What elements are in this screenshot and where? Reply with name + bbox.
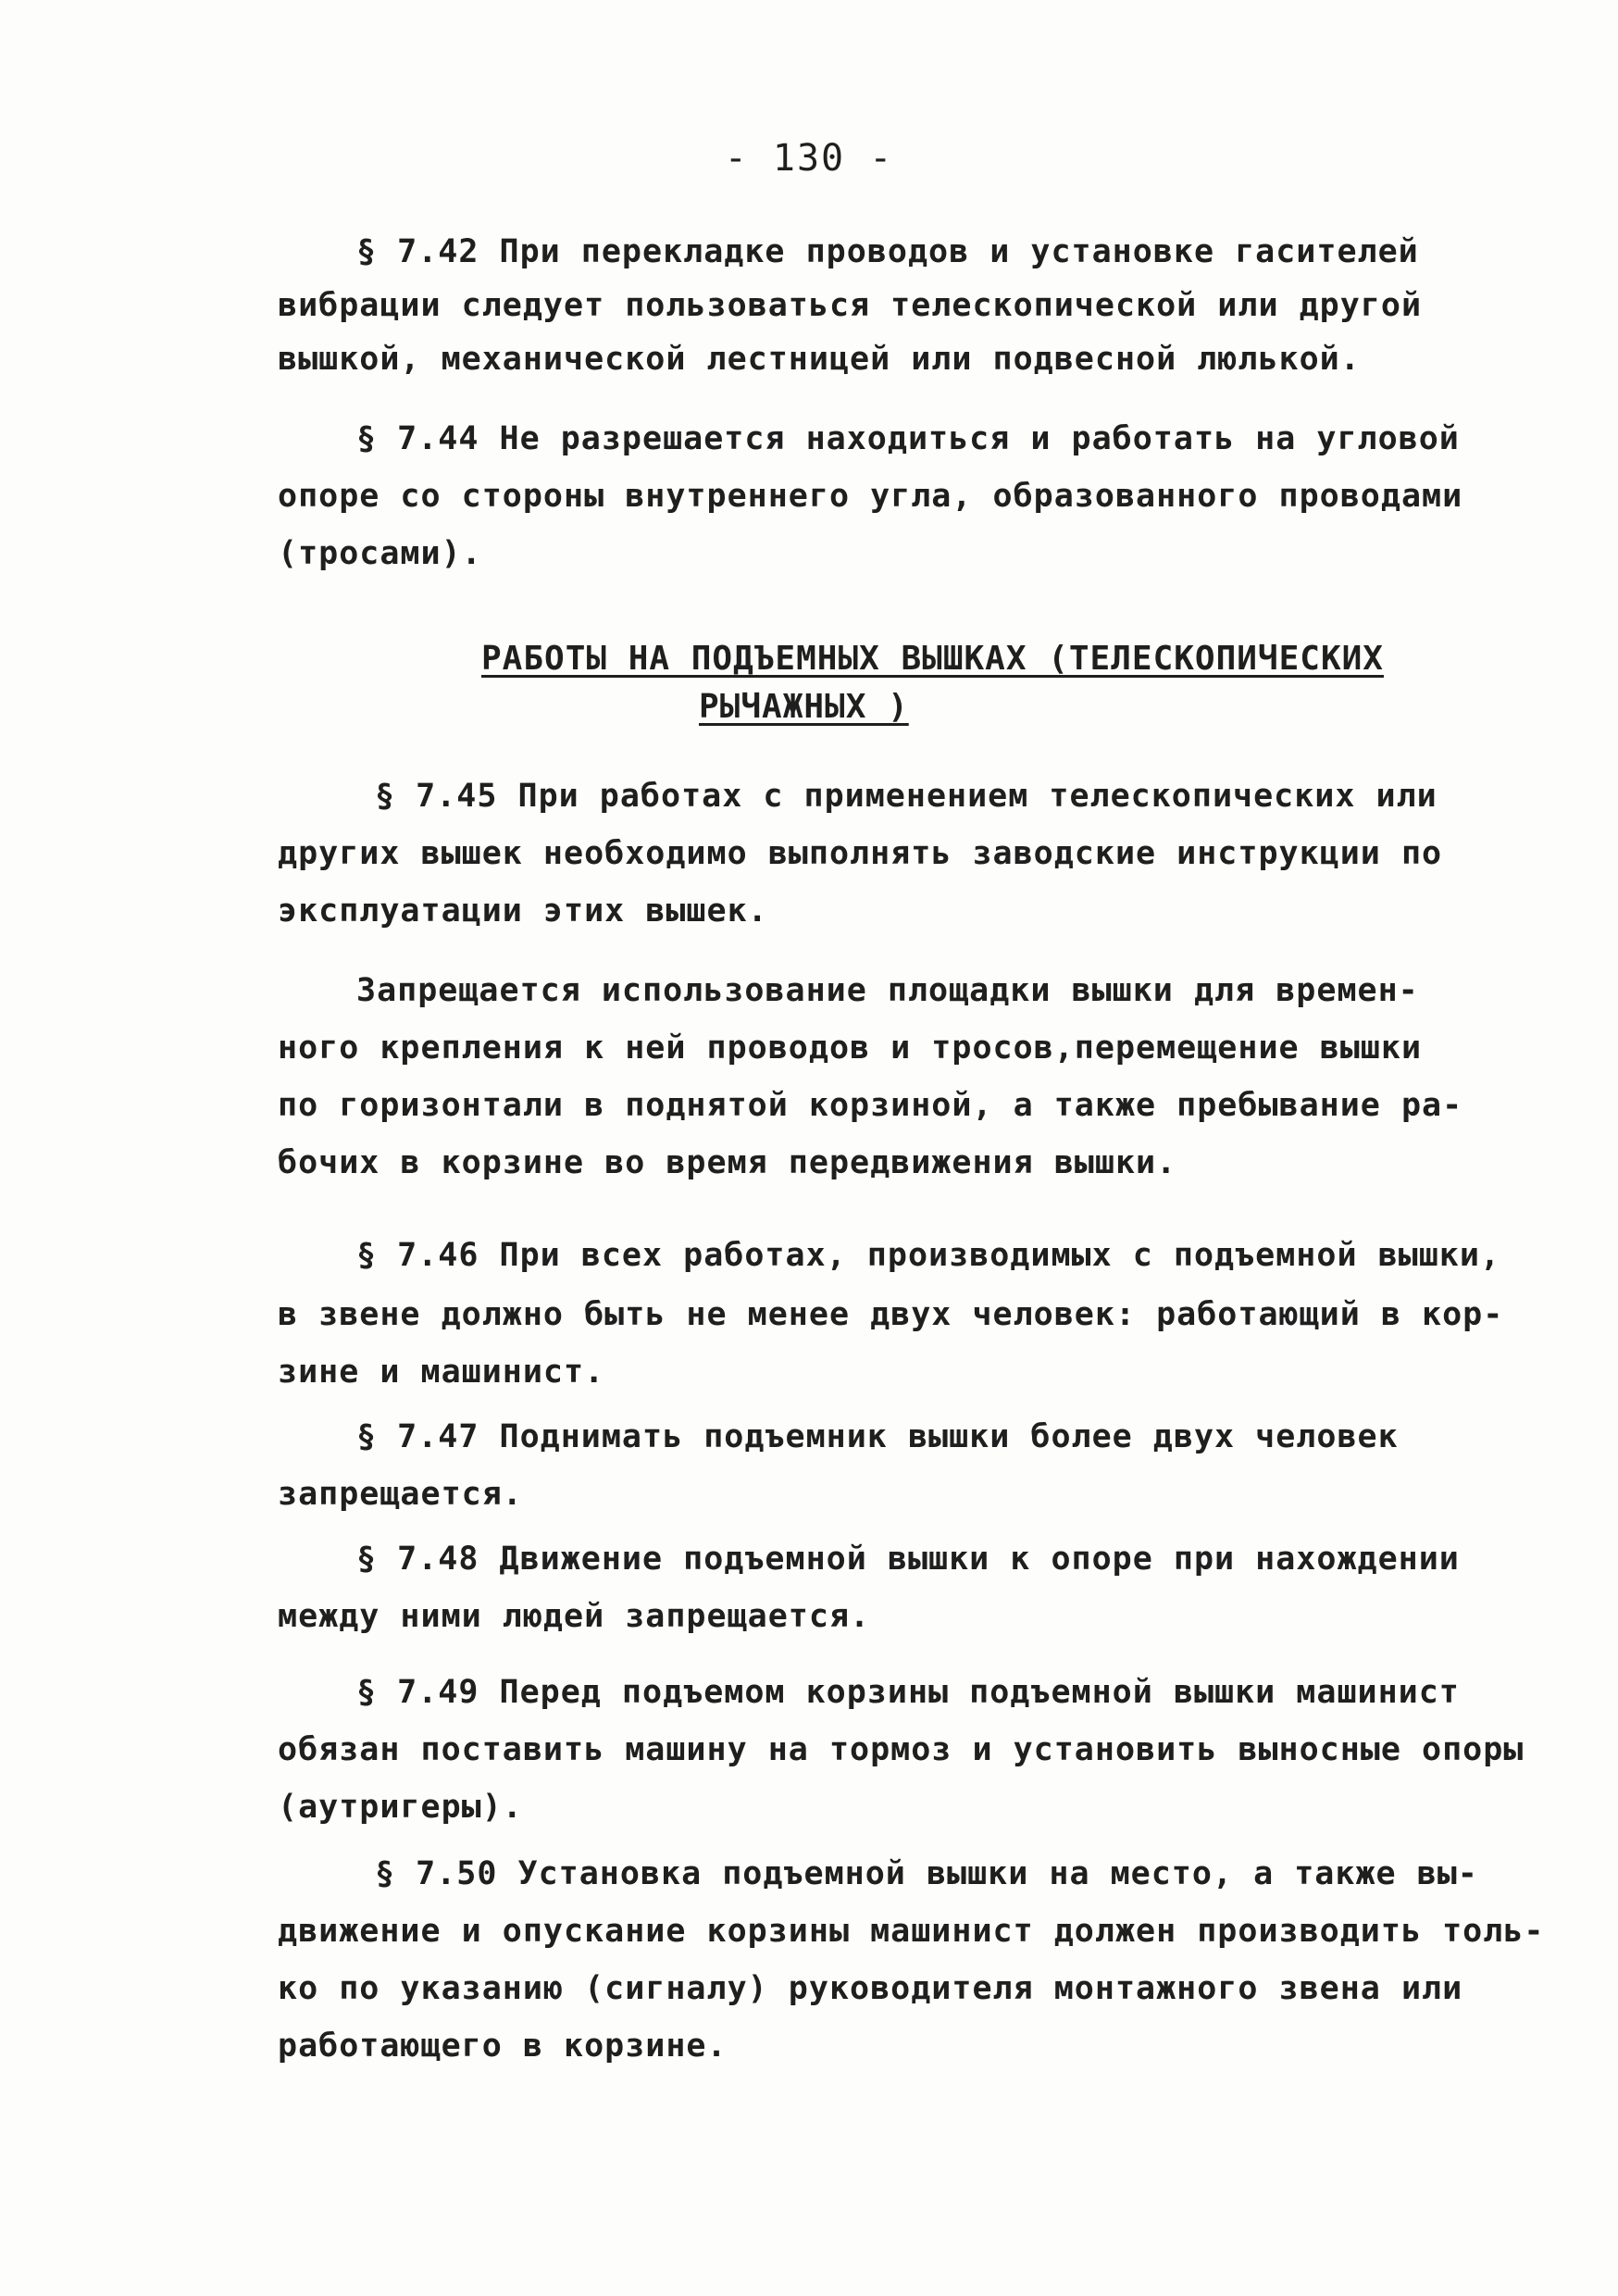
paragraph-7-45-line-2: других вышек необходимо выполнять заводские инструкции по [278, 835, 1443, 872]
paragraph-7-45-line-1: § 7.45 При работах с применением телескопических или [375, 778, 1438, 815]
paragraph-7-47-line-2: запрещается. [278, 1476, 523, 1513]
paragraph-7-48-line-1: § 7.48 Движение подъемной вышки к опоре при нахождении [356, 1541, 1460, 1578]
paragraph-7-45-line-3: эксплуатации этих вышек. [278, 892, 768, 930]
paragraph-7-47-line-1: § 7.47 Поднимать подъемник вышки более двух человек [356, 1418, 1399, 1455]
paragraph-7-44-line-1: § 7.44 Не разрешается находиться и работать на угловой [356, 420, 1460, 457]
paragraph-7-49-line-2: обязан поставить машину на тормоз и установить выносные опоры [278, 1731, 1525, 1768]
paragraph-7-50-line-4: работающего в корзине. [278, 2028, 728, 2065]
section-heading-line-2: РЫЧАЖНЫХ ) [699, 688, 909, 726]
paragraph-7-49-line-1: § 7.49 Перед подъемом корзины подъемной вышки машинист [356, 1674, 1460, 1711]
paragraph-7-46-line-1: § 7.46 При всех работах, производимых с подъемной вышки, [356, 1237, 1501, 1274]
paragraph-7-42-line-2: вибрации следует пользоваться телескопической или другой [278, 287, 1423, 324]
paragraph-7-42-line-3: вышкой, механической лестницей или подвесной люлькой. [278, 341, 1361, 378]
page-number: - 130 - [724, 137, 894, 180]
paragraph-7-50-line-3: ко по указанию (сигналу) руководителя монтажного звена или [278, 1970, 1463, 2007]
paragraph-7-45b-line-1: Запрещается использование площадки вышки для времен- [356, 972, 1419, 1009]
paragraph-7-50-line-2: движение и опускание корзины машинист должен производить толь- [278, 1913, 1545, 1950]
section-heading-line-1: РАБОТЫ НА ПОДЪЕМНЫХ ВЫШКАХ (ТЕЛЕСКОПИЧЕСКИХ [481, 640, 1384, 678]
paragraph-7-42-line-1: § 7.42 При перекладке проводов и установке гасителей [356, 233, 1419, 270]
paragraph-7-48-line-2: между ними людей запрещается. [278, 1598, 871, 1635]
paragraph-7-46-line-3: зине и машинист. [278, 1354, 605, 1391]
paragraph-7-44-line-2: опоре со стороны внутреннего угла, образованного проводами [278, 478, 1463, 515]
paragraph-7-44-line-3: (тросами). [278, 535, 482, 572]
paragraph-7-49-line-3: (аутригеры). [278, 1789, 523, 1826]
paragraph-7-45b-line-2: ного крепления к ней проводов и тросов,перемещение вышки [278, 1029, 1423, 1067]
paragraph-7-45b-line-4: бочих в корзине во время передвижения вышки. [278, 1144, 1177, 1181]
paragraph-7-45b-line-3: по горизонтали в поднятой корзиной, а также пребывание ра- [278, 1087, 1463, 1124]
paragraph-7-46-line-2: в звене должно быть не менее двух человек: работающий в кор- [278, 1296, 1504, 1333]
paragraph-7-50-line-1: § 7.50 Установка подъемной вышки на место, а также вы- [375, 1855, 1478, 1892]
